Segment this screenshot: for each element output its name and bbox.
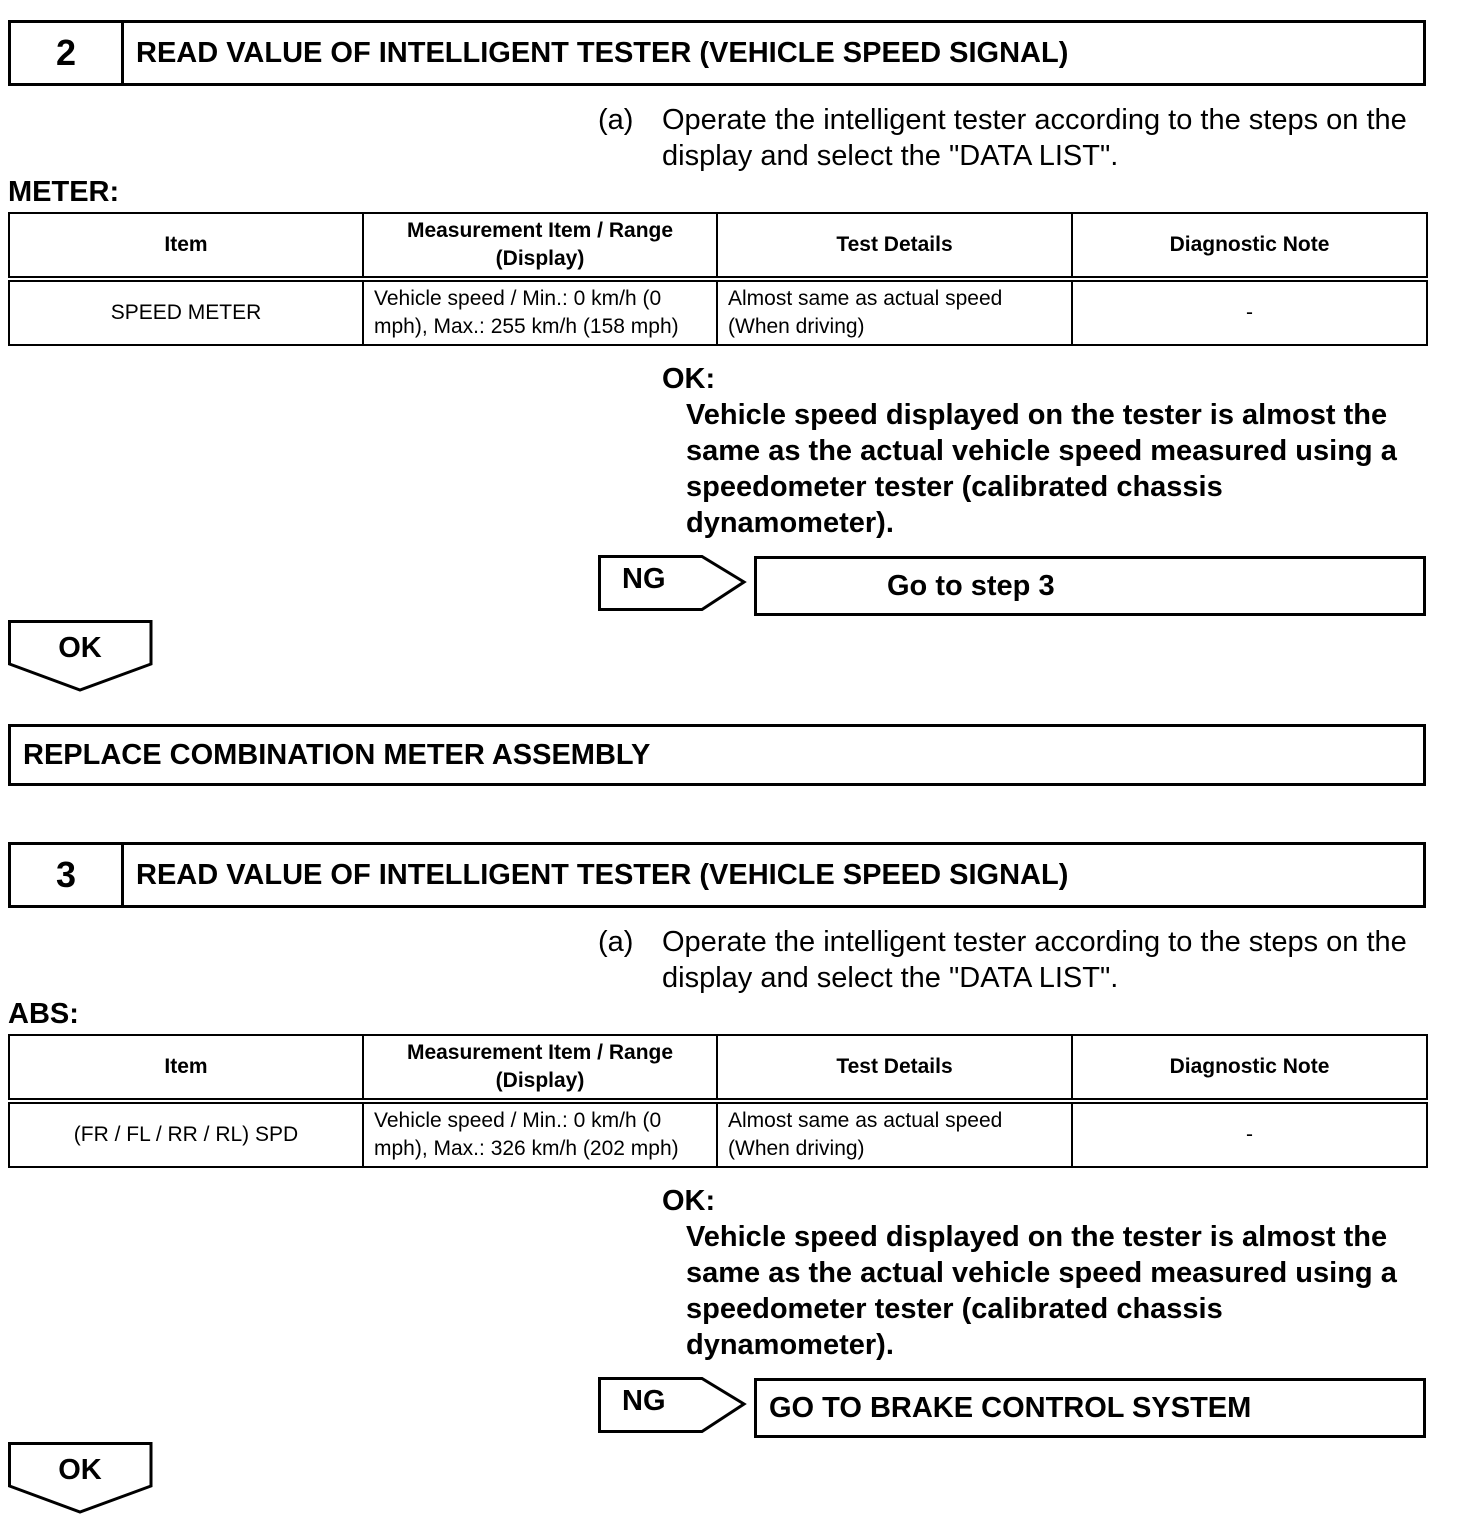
step-3-ng-tag (598, 1377, 748, 1433)
step-2-ok-arrow (8, 620, 154, 692)
meter-section-label: METER: (8, 176, 120, 208)
table-row (9, 1101, 1427, 1167)
cell-range: Vehicle speed / Min.: 0 km/h (0 mph), Max.: 255 km/h (158 mph) (363, 279, 717, 345)
step-3-ok-condition (662, 1183, 1432, 1363)
abs-section-label: ABS: (8, 998, 79, 1030)
cell-item: (FR / FL / RR / RL) SPD (9, 1101, 363, 1167)
header-diagnostic-note: Diagnostic Note (1072, 213, 1427, 279)
meter-data-table (8, 212, 1428, 346)
cell-diagnostic-note: - (1072, 1101, 1427, 1167)
instruction-label: (a) (598, 104, 634, 136)
ng-label: NG (622, 563, 666, 595)
table-row (9, 279, 1427, 345)
step-number: 3 (11, 845, 124, 905)
step-3-ng-target: GO TO BRAKE CONTROL SYSTEM (754, 1378, 1426, 1438)
ok-text: Vehicle speed displayed on the tester is almost the same as the actual vehicle speed measured using a speedometer tester (calibrated chassis dynamometer). (686, 1221, 1397, 1361)
header-diagnostic-note: Diagnostic Note (1072, 1035, 1427, 1101)
step-title: READ VALUE OF INTELLIGENT TESTER (VEHICLE SPEED SIGNAL) (136, 858, 1069, 891)
abs-data-table (8, 1034, 1428, 1168)
ng-label: NG (622, 1385, 666, 1417)
ok-text: Vehicle speed displayed on the tester is almost the same as the actual vehicle speed measured using a speedometer tester (calibrated chassis dynamometer). (686, 399, 1397, 539)
header-item: Item (9, 213, 363, 279)
cell-diagnostic-note: - (1072, 279, 1427, 345)
table-header-row (9, 213, 1427, 279)
header-test-details: Test Details (717, 1035, 1072, 1101)
header-item: Item (9, 1035, 363, 1101)
cell-item: SPEED METER (9, 279, 363, 345)
ng-arrow-icon (598, 1377, 748, 1433)
header-range: Measurement Item / Range (Display) (363, 213, 717, 279)
cell-range: Vehicle speed / Min.: 0 km/h (0 mph), Max.: 326 km/h (202 mph) (363, 1101, 717, 1167)
step-2-ng-target: Go to step 3 (754, 556, 1426, 616)
ok-arrow-label: OK (58, 1454, 102, 1486)
replace-action-box: REPLACE COMBINATION METER ASSEMBLY (8, 724, 1426, 786)
instruction-text: Operate the intelligent tester according to the steps on the display and select the "DATA LIST". (662, 104, 1407, 172)
ok-label: OK: (662, 363, 716, 395)
step-number: 2 (11, 23, 124, 83)
step-title: READ VALUE OF INTELLIGENT TESTER (VEHICLE SPEED SIGNAL) (136, 36, 1069, 69)
instruction-text: Operate the intelligent tester according to the steps on the display and select the "DATA LIST". (662, 926, 1407, 994)
instruction-label: (a) (598, 926, 634, 958)
header-range: Measurement Item / Range (Display) (363, 1035, 717, 1101)
header-test-details: Test Details (717, 213, 1072, 279)
ok-arrow-label: OK (58, 632, 102, 664)
step-2-ng-tag (598, 555, 748, 611)
step-2-ok-condition (662, 361, 1432, 541)
ng-arrow-icon (598, 555, 748, 611)
step-3-ok-arrow (8, 1442, 154, 1514)
step-3-header (8, 842, 1426, 908)
ok-label: OK: (662, 1185, 716, 1217)
cell-test-details: Almost same as actual speed (When driving) (717, 279, 1072, 345)
step-2-header (8, 20, 1426, 86)
cell-test-details: Almost same as actual speed (When driving) (717, 1101, 1072, 1167)
table-header-row (9, 1035, 1427, 1101)
